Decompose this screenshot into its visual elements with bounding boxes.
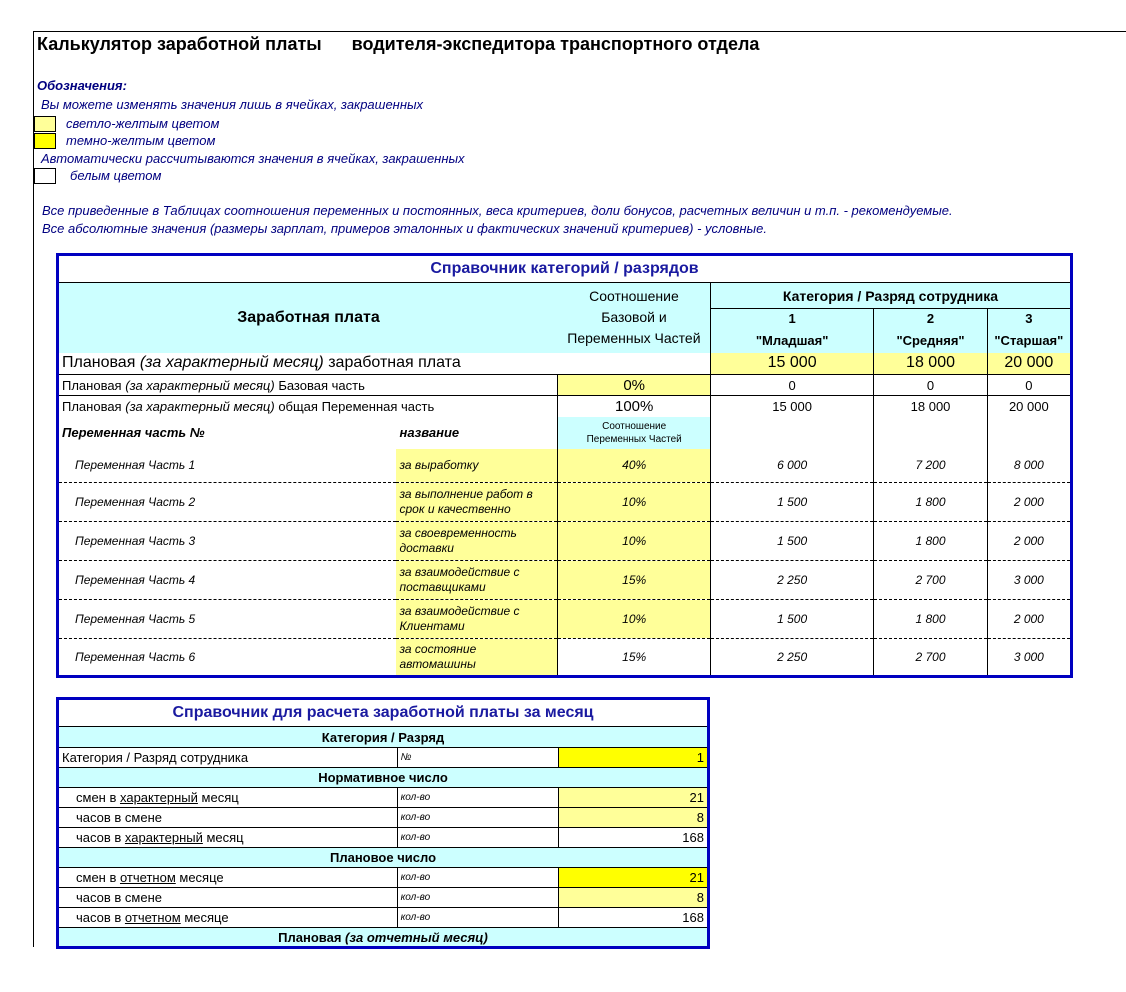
base-label-b: (за характерный месяц) [125, 377, 275, 393]
title-part1: Калькулятор заработной платы [37, 34, 322, 54]
category-row-label: Категория / Разряд сотрудника [62, 750, 249, 765]
calc-row-label-post: месяце [175, 870, 224, 885]
calc-row-unit: кол-во [397, 828, 559, 848]
variable-part-cat1: 1 500 [710, 522, 873, 561]
variable-label-b: (за характерный месяц) [125, 398, 275, 414]
legend-heading: Обозначения: [37, 78, 127, 93]
calc-row-label [58, 808, 398, 828]
calc-row [58, 868, 709, 888]
calc-row [58, 828, 709, 848]
planned-salary-label [58, 353, 711, 375]
variable-cat2: 18 000 [874, 396, 987, 417]
legend-white: белым цветом [70, 168, 162, 183]
sheet-top-border [33, 31, 1126, 32]
section-bottom [58, 928, 709, 948]
page-title [37, 34, 759, 55]
variable-part-cat1: 2 250 [710, 639, 873, 677]
legend-line2: Автоматически рассчитываются значения в ячейках, закрашенных [41, 151, 465, 166]
calc-row-label-pre: смен в [76, 870, 120, 885]
variable-part-cat2: 7 200 [874, 449, 987, 483]
variable-part-cat2: 2 700 [874, 639, 987, 677]
calc-row-label-u: характерный [119, 790, 198, 805]
dark-yellow-swatch [34, 133, 56, 149]
category-header: Категория / Разряд сотрудника [710, 283, 1071, 309]
ratio-header-line1: Соотношение [589, 288, 679, 305]
variable-part-cat3: 2 000 [987, 483, 1071, 522]
base-part-label [58, 375, 558, 396]
ratio-header [558, 283, 710, 353]
section-bottom-a: Плановая [278, 929, 342, 945]
calc-row [58, 788, 709, 808]
variable-part-label: Переменная Часть 5 [58, 600, 397, 639]
variable-part-row [58, 639, 1072, 677]
category-2-num: 2 [874, 309, 987, 329]
calc-row-unit: кол-во [397, 868, 559, 888]
variable-part-name[interactable]: за взаимодействие с Клиентами [396, 600, 557, 639]
calc-row-label-pre: часов в смене [76, 890, 162, 905]
base-label-c: Базовая часть [278, 377, 365, 393]
base-ratio[interactable]: 0% [558, 375, 710, 396]
variable-cat1: 15 000 [710, 396, 873, 417]
variable-part-name[interactable]: за взаимодействие с поставщиками [396, 561, 557, 600]
planned-salary-cat2[interactable]: 18 000 [874, 353, 987, 375]
legend-light: светло-желтым цветом [66, 116, 220, 131]
variable-part-cat2: 1 800 [874, 483, 987, 522]
calc-row-unit: кол-во [397, 808, 559, 828]
category-row-unit: № [397, 748, 559, 768]
calc-row-label-pre: смен в [76, 790, 120, 805]
variable-part-cat2: 1 800 [874, 522, 987, 561]
calc-row-label-post: месяц [197, 790, 239, 805]
legend-line1: Вы можете изменять значения лишь в ячейках, закрашенных [41, 97, 424, 112]
variable-part-ratio[interactable]: 40% [558, 449, 710, 483]
variable-part-ratio[interactable]: 10% [558, 483, 710, 522]
base-label-a: Плановая [62, 377, 122, 393]
section-category: Категория / Разряд [321, 729, 445, 745]
variable-part-row [58, 449, 1072, 483]
variable-part-cat3: 3 000 [987, 561, 1071, 600]
calc-row-label-pre: часов в смене [76, 810, 162, 825]
legend-note2: Все абсолютные значения (размеры зарплат, примеров эталонных и фактических значений критериев) - условные. [42, 221, 767, 236]
parts-header-empty-3 [987, 417, 1071, 449]
calc-row-value[interactable]: 21 [559, 788, 709, 808]
calc-row-label-u: отчетном [124, 910, 181, 925]
planned-salary-cat3[interactable]: 20 000 [987, 353, 1071, 375]
parts-col2-header: название [399, 425, 460, 440]
variable-part-cat2: 2 700 [874, 561, 987, 600]
calc-row [58, 808, 709, 828]
variable-part-row [58, 561, 1072, 600]
title-part2: водителя-экспедитора транспортного отдела [351, 34, 760, 54]
variable-part-name[interactable]: за состояние автомашины [396, 639, 557, 677]
calc-row [58, 888, 709, 908]
variable-part-ratio[interactable]: 15% [558, 561, 710, 600]
calc-row-unit: кол-во [397, 788, 559, 808]
variable-part-cat3: 3 000 [987, 639, 1071, 677]
variable-part-row [58, 600, 1072, 639]
calc-row-value: 168 [559, 828, 709, 848]
parts-col3-header [558, 417, 710, 449]
variable-part-label: Переменная Часть 1 [58, 449, 397, 483]
category-3-num: 3 [987, 309, 1071, 329]
variable-part-ratio[interactable]: 10% [558, 522, 710, 561]
calc-row-label-pre: часов в [76, 830, 125, 845]
parts-header-empty-2 [874, 417, 987, 449]
planned-salary-cat1[interactable]: 15 000 [710, 353, 873, 375]
calc-row-value[interactable]: 8 [559, 808, 709, 828]
parts-col3-l1: Соотношение [602, 420, 667, 432]
variable-part-row [58, 483, 1072, 522]
variable-part-label: Переменная Часть 3 [58, 522, 397, 561]
category-1-name: "Младшая" [710, 329, 873, 353]
section-norm: Нормативное число [318, 770, 448, 785]
variable-part-name[interactable]: за своевременность доставки [396, 522, 557, 561]
variable-part-label: Переменная Часть 4 [58, 561, 397, 600]
base-cat3: 0 [987, 375, 1071, 396]
variable-part-cat3: 8 000 [987, 449, 1071, 483]
category-3-name: "Старшая" [987, 329, 1071, 353]
salary-header: Заработная плата [237, 308, 380, 326]
planned-label-c: заработная плата [328, 354, 461, 372]
calc-row-label [58, 788, 398, 808]
variable-part-cat2: 1 800 [874, 600, 987, 639]
calc-row-label [58, 888, 398, 908]
categories-table-title: Справочник категорий / разрядов [430, 260, 699, 277]
variable-part-cat1: 1 500 [710, 600, 873, 639]
categories-table [56, 253, 1073, 678]
variable-part-cat1: 6 000 [710, 449, 873, 483]
variable-label-a: Плановая [62, 398, 122, 414]
calc-row-label-post: месяц [202, 830, 244, 845]
calc-row-value[interactable]: 8 [559, 888, 709, 908]
variable-part-cat1: 1 500 [710, 483, 873, 522]
variable-part-ratio[interactable]: 10% [558, 600, 710, 639]
calc-row-unit: кол-во [397, 908, 559, 928]
parts-col3-l2: Переменных Частей [586, 433, 682, 445]
category-1-num: 1 [710, 309, 873, 329]
calc-row-label-u: отчетном [119, 870, 176, 885]
ratio-header-line2: Базовой и [601, 309, 667, 326]
calc-row-label-u: характерный [124, 830, 203, 845]
parts-col1-header: Переменная часть № [62, 425, 205, 440]
calc-row-label-post: месяце [180, 910, 229, 925]
white-swatch [34, 168, 56, 184]
variable-part-cat3: 2 000 [987, 522, 1071, 561]
planned-label-b: (за характерный месяц) [139, 354, 324, 372]
planned-label-a: Плановая [62, 354, 136, 372]
base-cat1: 0 [710, 375, 873, 396]
legend-note1: Все приведенные в Таблицах соотношения переменных и постоянных, веса критериев, доли бонусов, расчетных величин и т.п. - рекомендуемые. [42, 203, 953, 218]
variable-ratio: 100% [558, 396, 710, 417]
ratio-header-line3: Переменных Частей [567, 330, 701, 347]
variable-part-label [58, 396, 558, 417]
monthly-calc-table [56, 697, 710, 949]
variable-cat3: 20 000 [987, 396, 1071, 417]
calc-row-unit: кол-во [397, 888, 559, 908]
category-row-value[interactable]: 1 [559, 748, 709, 768]
variable-part-cat3: 2 000 [987, 600, 1071, 639]
parts-header-empty-1 [710, 417, 873, 449]
variable-part-row [58, 522, 1072, 561]
variable-part-label: Переменная Часть 6 [75, 650, 196, 664]
base-cat2: 0 [874, 375, 987, 396]
variable-part-name[interactable]: за выработку [396, 449, 557, 483]
variable-part-name[interactable]: за выполнение работ в срок и качественно [396, 483, 557, 522]
calc-row-label [58, 868, 398, 888]
calc-row-label [58, 908, 398, 928]
variable-label-c: общая Переменная часть [278, 398, 435, 414]
light-yellow-swatch [34, 116, 56, 132]
calc-row-label [58, 828, 398, 848]
variable-part-label: Переменная Часть 2 [58, 483, 397, 522]
category-2-name: "Средняя" [874, 329, 987, 353]
calc-row-label-pre: часов в [76, 910, 125, 925]
variable-part-cat1: 2 250 [710, 561, 873, 600]
monthly-calc-title: Справочник для расчета заработной платы за месяц [172, 704, 594, 721]
calc-row-value[interactable]: 21 [559, 868, 709, 888]
calc-row-value: 168 [559, 908, 709, 928]
legend-dark: темно-желтым цветом [66, 133, 216, 148]
section-bottom-b: (за отчетный месяц) [345, 929, 488, 945]
section-plan: Плановое число [329, 850, 437, 865]
variable-part-ratio: 15% [558, 639, 710, 677]
calc-row [58, 908, 709, 928]
